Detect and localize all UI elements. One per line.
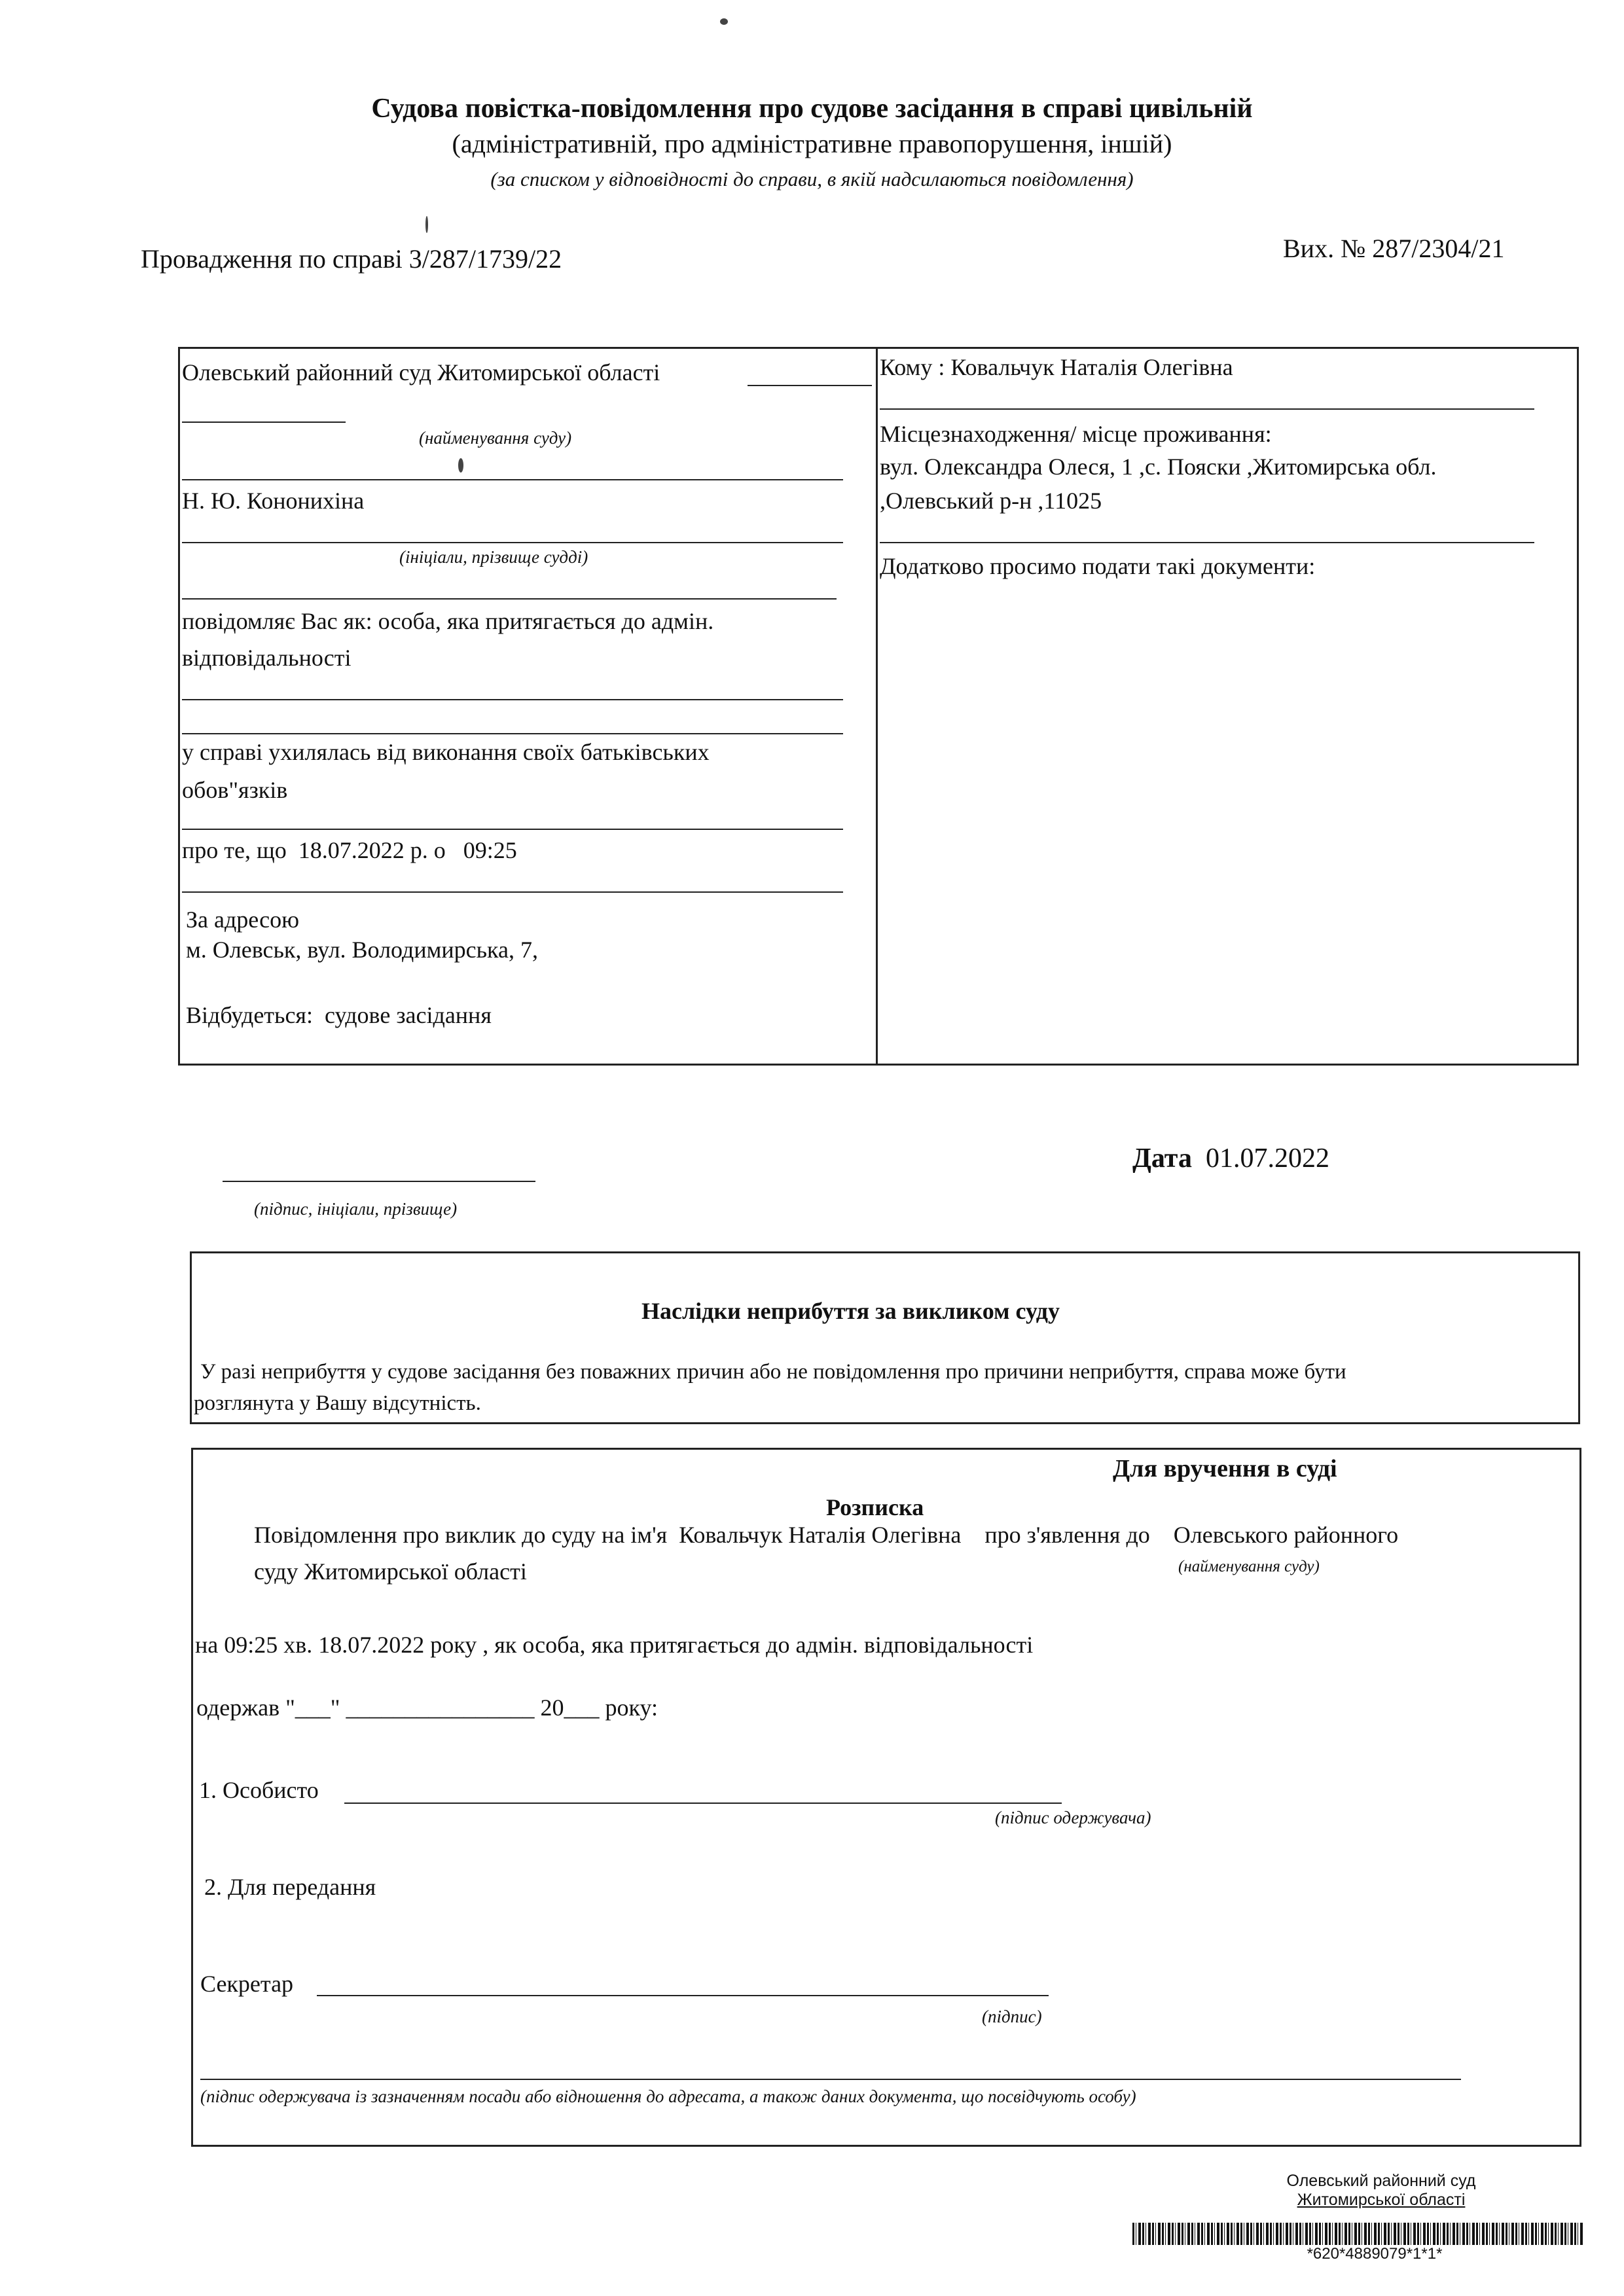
scan-mark (720, 18, 728, 25)
notify-line-2: відповідальності (182, 645, 352, 671)
document-title: Судова повістка-повідомлення про судове засідання в справі цивільній (371, 94, 1253, 124)
hearing-row (182, 836, 517, 864)
address-line-1: вул. Олександра Олеся, 1 ,с. Пояски ,Житомирська обл. (880, 454, 1437, 480)
receipt-line-2: суду Житомирської області (254, 1558, 527, 1585)
receiver-line (200, 2079, 1461, 2080)
personally-caption: (підпис одержувача) (995, 1808, 1151, 1827)
judge-caption-line (182, 598, 837, 600)
receipt-court-caption: (найменування суду) (1178, 1558, 1320, 1575)
judge-line (182, 542, 843, 543)
date-row (1132, 1143, 1329, 1174)
personally-label: 1. Особисто (199, 1777, 319, 1803)
receipt-received-line: одержав "___" ________________ 20___ року: (196, 1695, 659, 1721)
proceeding-label: Провадження по справі (141, 244, 403, 274)
stamp-line-1: Олевський районний суд (1286, 2172, 1476, 2190)
judge-name: Н. Ю. Кононихіна (182, 488, 365, 514)
hearing-date: 18.07.2022 (298, 837, 405, 863)
receipt-title: Розписка (826, 1494, 924, 1520)
court-name: Олевський районний суд Житомирської області (182, 359, 660, 386)
receipt-line-1 (254, 1521, 1398, 1549)
judge-caption: (ініціали, прізвище судді) (399, 547, 588, 567)
date-value: 01.07.2022 (1205, 1143, 1329, 1174)
address-line (880, 542, 1534, 543)
proceeding-number: 3/287/1739/22 (408, 244, 562, 274)
consequences-text-2: розглянута у Вашу відсутність. (194, 1391, 481, 1415)
recipient-row (880, 353, 1233, 381)
event-value: судове засідання (325, 1002, 492, 1028)
hearing-line (182, 891, 843, 893)
receipt-name: Ковальчук Наталія Олегівна (679, 1522, 962, 1548)
document-subtitle: (адміністративній, про адміністративне правопорушення, іншій) (452, 129, 1172, 158)
signature-line (223, 1181, 535, 1182)
court-caption-line (182, 479, 843, 480)
receipt-time-line: на 09:25 хв. 18.07.2022 року , як особа, яка притягається до адмін. відповідальності (195, 1632, 1034, 1658)
outgoing-row (1283, 233, 1504, 264)
scan-mark (458, 458, 463, 473)
address-value: м. Олевськ, вул. Володимирська, 7, (186, 937, 538, 963)
consequences-title: Наслідки неприбуття за викликом суду (641, 1298, 1060, 1324)
notify-line-1: повідомляє Вас як: особа, яка притягається до адмін. (182, 608, 714, 634)
receipt-court: Олевського районного (1173, 1522, 1399, 1548)
court-name-underline-2 (182, 422, 346, 423)
court-stamp (1244, 2172, 1519, 2210)
stamp-line-2: Житомирської області (1297, 2191, 1466, 2209)
signature-caption: (підпис, ініціали, прізвище) (254, 1199, 458, 1219)
summons-divider (876, 347, 878, 1066)
receipt-for-court: Для вручення в суді (1113, 1455, 1337, 1482)
secretary-label: Секретар (200, 1971, 294, 1997)
personally-line (344, 1803, 1062, 1804)
recipient-line (880, 408, 1534, 410)
address-label: За адресою (186, 906, 300, 933)
event-label: Відбудеться: (186, 1002, 313, 1028)
court-name-underline (748, 385, 872, 386)
date-label: Дата (1132, 1143, 1192, 1174)
secretary-caption: (підпис) (982, 2007, 1042, 2026)
receiver-caption: (підпис одержувача із зазначенням посади або відношення до адресата, а також даних документа, що посвідчують особу) (200, 2087, 1136, 2106)
notify-line-a (182, 699, 843, 700)
consequences-text-1: У разі неприбуття у судове засідання без поважних причин або не повідомлення про причини неприбуття, справа може бути (200, 1360, 1346, 1384)
case-line-2: обов"язків (182, 777, 288, 803)
address-line-2: ,Олевський р-н ,11025 (880, 488, 1102, 514)
case-line (182, 829, 843, 830)
transfer-label: 2. Для передання (204, 1874, 376, 1900)
outgoing-number: 287/2304/21 (1372, 234, 1505, 263)
outgoing-label: Вих. № (1283, 234, 1366, 263)
about-label: про те, що (182, 837, 287, 863)
to-name: Ковальчук Наталія Олегівна (950, 354, 1233, 380)
document-note: (за списком у відповідності до справи, в якій надсилаються повідомлення) (490, 168, 1134, 190)
hearing-at: р. о (410, 837, 446, 863)
barcode-text: *620*4889079*1*1* (1307, 2245, 1443, 2263)
case-line-1: у справі ухилялась від виконання своїх батьківських (182, 739, 710, 765)
receipt-box (191, 1448, 1581, 2147)
receipt-prefix: Повідомлення про виклик до суду на ім'я (254, 1522, 668, 1548)
proceeding-row (141, 243, 562, 274)
court-caption: (найменування суду) (419, 428, 572, 448)
to-label: Кому : (880, 354, 945, 380)
receipt-mid: про з'явлення до (984, 1522, 1150, 1548)
hearing-time: 09:25 (463, 837, 517, 863)
secretary-line (317, 1995, 1049, 1996)
scan-mark (425, 216, 428, 233)
barcode (1132, 2223, 1584, 2245)
location-label: Місцезнаходження/ місце проживання: (880, 421, 1272, 447)
event-row (186, 1001, 492, 1029)
extra-docs-label: Додатково просимо подати такі документи: (880, 553, 1316, 579)
notify-line-b (182, 733, 843, 734)
